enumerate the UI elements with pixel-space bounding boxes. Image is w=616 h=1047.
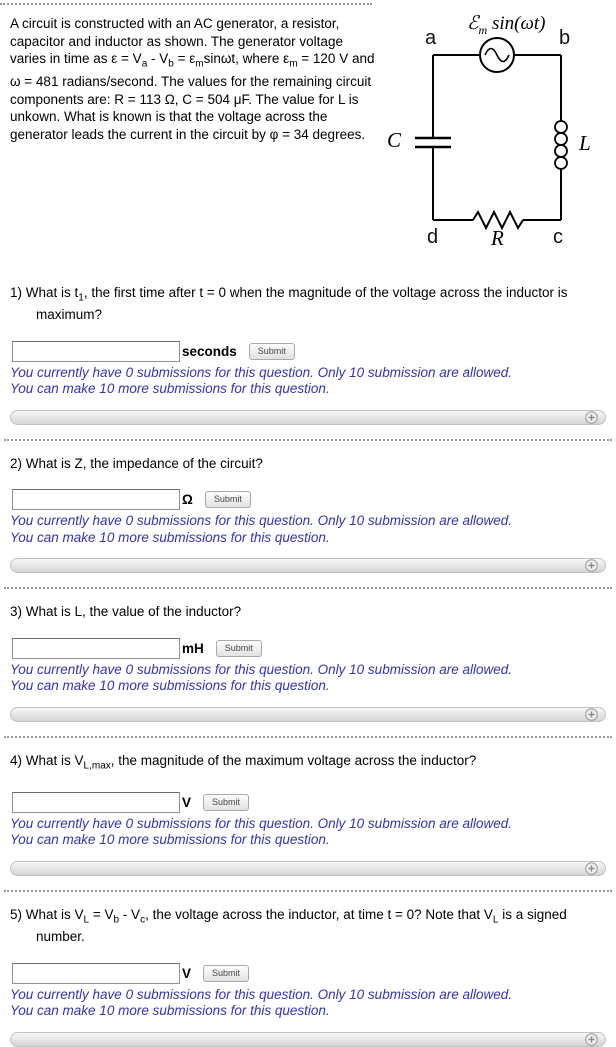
question-number: 4) (10, 752, 23, 768)
resistor-label: R (491, 226, 504, 250)
top-separator (0, 3, 372, 5)
answer-input-q2[interactable] (12, 489, 180, 510)
expand-bar-q4[interactable] (10, 861, 606, 876)
expand-plus-icon[interactable] (585, 862, 598, 875)
answer-input-q1[interactable] (12, 341, 180, 362)
inductor-label: L (579, 131, 591, 155)
problem-section (0, 11, 616, 263)
unit-label-q5: V (182, 965, 192, 981)
expand-bar-q2[interactable] (10, 558, 606, 573)
submission-note-q3: You currently have 0 submissions for this question. Only 10 submission are allowed. You can make 10 more submissions for this question. (10, 661, 513, 694)
unit-label-q1: seconds (182, 343, 237, 359)
question-5 (0, 907, 616, 1047)
question-1-text: 1) What is $t_1$, the first time after t = 0 when the magnitude of the voltage across the inductor is maximum? (10, 285, 568, 323)
question-3-text: 3) What is L, the value of the inductor? (10, 604, 242, 620)
submit-button-q5[interactable]: Submit (203, 965, 249, 982)
question-number: 3) (10, 604, 23, 620)
submission-note-q4: You currently have 0 submissions for this question. Only 10 submission are allowed. You can make 10 more submissions for this question. (10, 815, 513, 848)
question-number: 1) (10, 285, 23, 300)
answer-row (10, 489, 606, 510)
answer-row (10, 963, 606, 984)
question-2-text: 2) What is Z, the impedance of the circuit? (10, 455, 263, 471)
question-2 (0, 456, 616, 574)
question-5-text: 5) What is $V_L = V_b - V_c$, the voltage across the inductor, at time t = 0? Note that $V_L$ is a signed number. (10, 906, 567, 945)
expand-plus-icon[interactable] (585, 1033, 598, 1046)
submit-button-q1[interactable]: Submit (249, 343, 295, 360)
node-b-label: b (559, 27, 571, 49)
expand-plus-icon[interactable] (585, 708, 598, 721)
answer-input-q3[interactable] (12, 638, 180, 659)
generator-label: ℰ$_m$ sin(ωt) (467, 13, 546, 37)
question-1 (0, 285, 616, 425)
question-4-text: 4) What is $V_{L,max}$, the magnitude of the maximum voltage across the inductor? (10, 752, 477, 772)
answer-row (10, 792, 606, 813)
answer-input-q4[interactable] (12, 792, 180, 813)
answer-input-q5[interactable] (12, 963, 180, 984)
separator (4, 736, 612, 738)
capacitor-label: C (387, 128, 402, 152)
unit-label-q2: Ω (182, 492, 193, 508)
questions-list (0, 285, 616, 1047)
submit-button-q4[interactable]: Submit (203, 794, 249, 811)
sine-wave-icon (485, 49, 509, 62)
question-number: 2) (10, 455, 23, 471)
expand-bar-q3[interactable] (10, 707, 606, 722)
submit-button-q3[interactable]: Submit (216, 640, 262, 657)
circuit-diagram (383, 15, 608, 263)
question-3 (0, 604, 616, 722)
expand-plus-icon[interactable] (585, 411, 598, 424)
node-c-label: c (553, 226, 563, 248)
separator (4, 439, 612, 441)
submission-note-q1: You currently have 0 submissions for this question. Only 10 submission are allowed. You can make 10 more submissions for this question. (10, 364, 513, 397)
separator (4, 890, 612, 892)
problem-statement: A circuit is constructed with an AC generator, a resistor, capacitor and inductor as shown. The generator voltage varies in time as $\varepsilon = V_a - V_b = \varepsilon_m\sin\omega t$, where $\varepsilon_m = 120$ V and ω = 481 radians/second. The values for the remaining circuit components are: R = 113 Ω, C = 504 μF. The value for L is unkown. What is known is that the voltage across the generator leads the current in the circuit by φ = 34 degrees. (10, 16, 375, 142)
question-number: 5) (10, 906, 23, 922)
answer-row (10, 638, 606, 659)
answer-row (10, 341, 606, 362)
submission-note-q5: You currently have 0 submissions for this question. Only 10 submission are allowed. You can make 10 more submissions for this question. (10, 986, 513, 1019)
submission-note-q2: You currently have 0 submissions for this question. Only 10 submission are allowed. You can make 10 more submissions for this question. (10, 513, 513, 545)
node-a-label: a (425, 27, 437, 49)
inductor-coil-icon (555, 121, 567, 133)
expand-bar-q1[interactable] (10, 410, 606, 425)
separator (4, 587, 612, 589)
node-d-label: d (427, 226, 439, 248)
expand-bar-q5[interactable] (10, 1032, 606, 1047)
unit-label-q3: mH (182, 640, 204, 656)
submit-button-q2[interactable]: Submit (205, 491, 251, 508)
unit-label-q4: V (182, 794, 192, 810)
question-4 (0, 753, 616, 876)
expand-plus-icon[interactable] (585, 559, 598, 572)
